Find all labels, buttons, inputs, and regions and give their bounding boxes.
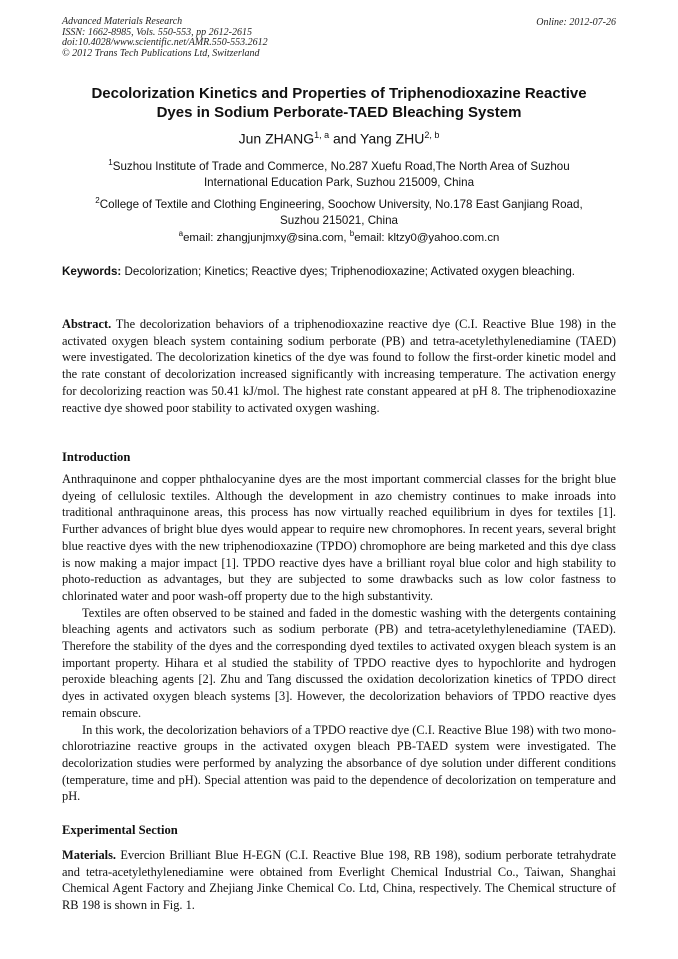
author-and: and [329, 130, 361, 147]
abstract [62, 316, 616, 416]
copyright-line: © 2012 Trans Tech Publications Ltd, Switzerland [62, 47, 260, 59]
title-line-1: Decolorization Kinetics and Properties of Triphenodioxazine Reactive [91, 85, 587, 102]
issn-line: ISSN: 1662-8985, Vols. 550-553, pp 2612-2615 [62, 26, 252, 38]
introduction-body [62, 471, 616, 805]
affiliation-1 [62, 155, 616, 191]
doi-line: doi:10.4028/www.scientific.net/AMR.550-553.2612 [62, 37, 268, 49]
materials-text: Evercion Brilliant Blue H-EGN (C.I. Reactive Blue 198, RB 198), sodium perborate tetrahydrate and tetra-acetylethylenediamine were obtained from Everlight Chemical Industrial Co., Taiwan, Shanghai Chemical Agent Factory and Zhejiang Jinke Chemical Co. Ltd, China, respectively. The Chemical structure of RB 198 is shown in Fig. 1. [62, 848, 616, 913]
keywords [62, 264, 616, 280]
affiliation-1-sup: 1 [108, 158, 113, 167]
intro-paragraph-3: In this work, the decolorization behaviors of a TPDO reactive dye (C.I. Reactive Blue 198) with two mono-chlorotriazine reactive groups in the activated oxygen bleach PB-TAED system were investigated. The decolorization studies were performed by analyzing the absorbance of dye solution under different conditions (temperature, time and pH). Special attention was paid to the dependence of decolorization on temperature and pH. [62, 722, 616, 804]
email-a: email: zhangjunjmxy@sina.com, [183, 231, 350, 244]
author-2: Yang ZHU [360, 130, 425, 147]
paper-title [40, 84, 638, 122]
affiliation-1-line-2: International Education Park, Suzhou 215009, China [203, 175, 475, 189]
author-1: Jun ZHANG [238, 130, 315, 147]
journal-header [62, 17, 268, 59]
affiliation-2-sup: 2 [95, 196, 100, 205]
intro-paragraph-1: Anthraquinone and copper phthalocyanine dyes are the most important commercial classes for the bright blue dyeing of cellulosic textiles. Although the development in azo chemistry continues to make inroads into traditional anthraquinone areas, this process has now virtually reached equilibrium in dyes for textiles [1]. Further advances of bright blue dyes would appear to require new chromophores. In recent years, several bright blue reactive dyes with the new triphenodioxazine (TPDO) chromophore are being marketed and this dye class is now making a major impact [1]. TPDO reactive dyes have a brilliant royal blue color and high stability to photo-reduction as advantages, but they are subjected to some drawbacks such as low color fastness to chlorinated water and poor wash-off property due to the high substantivity. [62, 472, 616, 603]
author-1-sup: 1, a [314, 130, 330, 140]
materials-section [62, 847, 616, 914]
experimental-heading: Experimental Section [62, 823, 178, 837]
keywords-label: Keywords: [62, 265, 122, 278]
author-list [40, 130, 638, 147]
affiliation-2-line-1: College of Textile and Clothing Engineering, Soochow University, No.178 East Ganjiang Road, [99, 197, 583, 211]
intro-paragraph-2: Textiles are often observed to be stained and faded in the domestic washing with the detergents containing bleaching agents and activators such as sodium perborate (PB) and tetra-acetylethylenediamine (TAED). Therefore the stability of the dyes and the corresponding dyed textiles to activated oxygen bleach system is an important property. Hihara et al studied the stability of TPDO reactive dyes to hypochlorite and hydrogen peroxide bleaching agents [2]. Zhu and Tang discussed the oxidation decolorization kinetics of TPDO direct dyes in activated oxygen bleach systems [3]. However, the decolorization behaviors of TPDO reactive dyes remain obscure. [62, 605, 616, 720]
keywords-text: Decolorization; Kinetics; Reactive dyes; Triphenodioxazine; Activated oxygen bleaching. [121, 265, 575, 278]
affiliation-2-line-2: Suzhou 215021, China [280, 213, 398, 227]
author-emails [62, 229, 616, 244]
affiliation-1-line-1: Suzhou Institute of Trade and Commerce, No.287 Xuefu Road,The North Area of Suzhou [112, 159, 570, 173]
abstract-text: The decolorization behaviors of a triphenodioxazine reactive dye (C.I. Reactive Blue 198) in the activated oxygen bleach system containing sodium perborate (PB) and tetra-acetylethylenediamine (TAED) were investigated. The decolorization kinetics of the dye was found to follow the first-order kinetic model and the rate constant of decolorization increased significantly with increasing temperature. The activation energy for decolorizing reaction was 50.41 kJ/mol. The highest rate constant appeared at pH 8. The triphenodioxazine reactive dye showed poor stability to activated oxygen washing. [62, 317, 616, 415]
journal-name: Advanced Materials Research [62, 16, 183, 27]
email-b-sup: b [349, 229, 355, 238]
email-b: email: kltzy0@yahoo.com.cn [354, 231, 500, 244]
abstract-label: Abstract. [62, 317, 112, 331]
email-a-sup: a [178, 229, 184, 238]
title-line-2: Dyes in Sodium Perborate-TAED Bleaching System [156, 104, 522, 121]
online-date: Online: 2012-07-26 [536, 17, 616, 28]
introduction-heading: Introduction [62, 450, 131, 464]
affiliation-2 [62, 193, 616, 229]
author-2-sup: 2, b [424, 130, 440, 140]
materials-label: Materials. [62, 848, 117, 862]
